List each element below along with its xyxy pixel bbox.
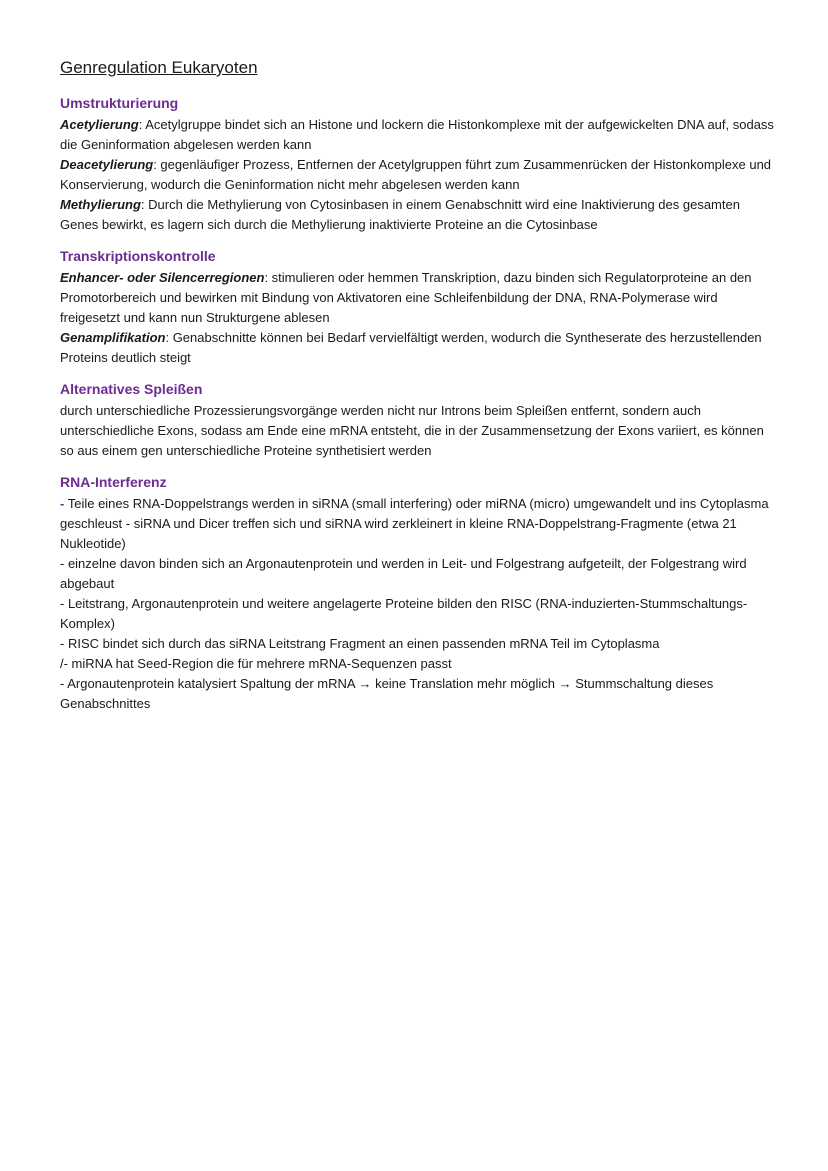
definition-text: : gegenläufiger Prozess, Entfernen der Acetylgruppen führt zum Zusammenrücken der Histonkomplexe und Konservierung, wodurch die Geninformation nicht mehr abgelesen werden kann — [60, 157, 772, 192]
section-heading-transkriptionskontrolle: Transkriptionskontrolle — [60, 248, 216, 264]
definition-methylierung — [60, 195, 776, 235]
spleissen-paragraph: durch unterschiedliche Prozessierungsvorgänge werden nicht nur Introns beim Spleißen entfernt, sondern auch unterschiedliche Exons, sodass am Ende eine mRNA entsteht, die in der Zusammensetzung der Exons variiert, es können so aus einem gen unterschiedliche Proteine synthetisiert werden — [60, 403, 764, 458]
section-alternatives-spleissen — [60, 380, 776, 461]
section-heading-rna-interferenz: RNA-Interferenz — [60, 474, 167, 490]
bullet-dash: - — [60, 496, 65, 511]
definition-enhancer-silencer — [60, 268, 776, 328]
rna-step-6 — [60, 674, 776, 714]
section-rna-interferenz — [60, 473, 776, 714]
document-title: Genregulation Eukaryoten — [60, 58, 258, 77]
definition-text: : Genabschnitte können bei Bedarf vervielfältigt werden, wodurch die Syntheserate des herzustellenden Proteins deutlich steigt — [60, 330, 762, 365]
rna-step-4: - RISC bindet sich durch das siRNA Leitstrang Fragment an einen passenden mRNA Teil im Cytoplasma — [60, 636, 660, 651]
section-umstrukturierung — [60, 94, 776, 235]
step-text: Stummschaltung dieses Genabschnittes — [60, 676, 714, 711]
term-enhancer-silencer: Enhancer- oder Silencerregionen — [60, 270, 265, 285]
step-text: - Argonautenprotein katalysiert Spaltung der mRNA — [60, 676, 359, 691]
definition-text: : Durch die Methylierung von Cytosinbasen in einem Genabschnitt wird eine Inaktivierung des gesamten Genes bewirkt, es lagern sich durch die Methylierung inaktivierte Proteine an die Cytosinbase — [60, 197, 740, 232]
definition-deacetylierung — [60, 155, 776, 195]
term-genamplifikation: Genamplifikation — [60, 330, 166, 345]
term-methylierung: Methylierung — [60, 197, 141, 212]
definition-genamplifikation — [60, 328, 776, 368]
step-text: keine Translation mehr möglich — [371, 676, 559, 691]
definition-text: : Acetylgruppe bindet sich an Histone und lockern die Histonkomplexe mit der aufgewickelten DNA auf, sodass die Geninformation abgelesen werden kann — [60, 117, 774, 152]
section-heading-umstrukturierung: Umstrukturierung — [60, 95, 179, 111]
term-deacetylierung: Deacetylierung — [60, 157, 154, 172]
document-content — [60, 58, 776, 726]
section-heading-spleissen: Alternatives Spleißen — [60, 381, 203, 397]
definition-text: : stimulieren oder hemmen Transkription, dazu binden sich Regulatorproteine an den Promotorbereich und bewirken mit Bindung von Aktivatoren eine Schleifenbildung der DNA, RNA-Polymerase wird freigesetzt und kann nun Strukturgene ablesen — [60, 270, 752, 325]
section-transkriptionskontrolle — [60, 247, 776, 368]
rna-step-1 — [60, 494, 776, 554]
rna-step-3: - Leitstrang, Argonautenprotein und weitere angelagerte Proteine bilden den RISC (RNA-induzierten-Stummschaltungs-Komplex) — [60, 596, 748, 631]
definition-acetylierung — [60, 115, 776, 155]
right-arrow-icon: → — [358, 676, 372, 691]
rna-step-2: - einzelne davon binden sich an Argonautenprotein und werden in Leit- und Folgestrang aufgeteilt, der Folgestrang wird abgebaut — [60, 556, 747, 591]
rna-step-5: /- miRNA hat Seed-Region die für mehrere mRNA-Sequenzen passt — [60, 656, 452, 671]
step-text: Teile eines RNA-Doppelstrangs werden in siRNA (small interfering) oder miRNA (micro) umgewandelt und ins Cytoplasma geschleust - siRNA und Dicer treffen sich und siRNA wird zerkleinert in kleine RNA-Doppelstrang-Fragmente (etwa 21 Nukleotide) — [60, 496, 769, 551]
term-acetylierung: Acetylierung — [60, 117, 139, 132]
right-arrow-icon: → — [558, 676, 572, 691]
